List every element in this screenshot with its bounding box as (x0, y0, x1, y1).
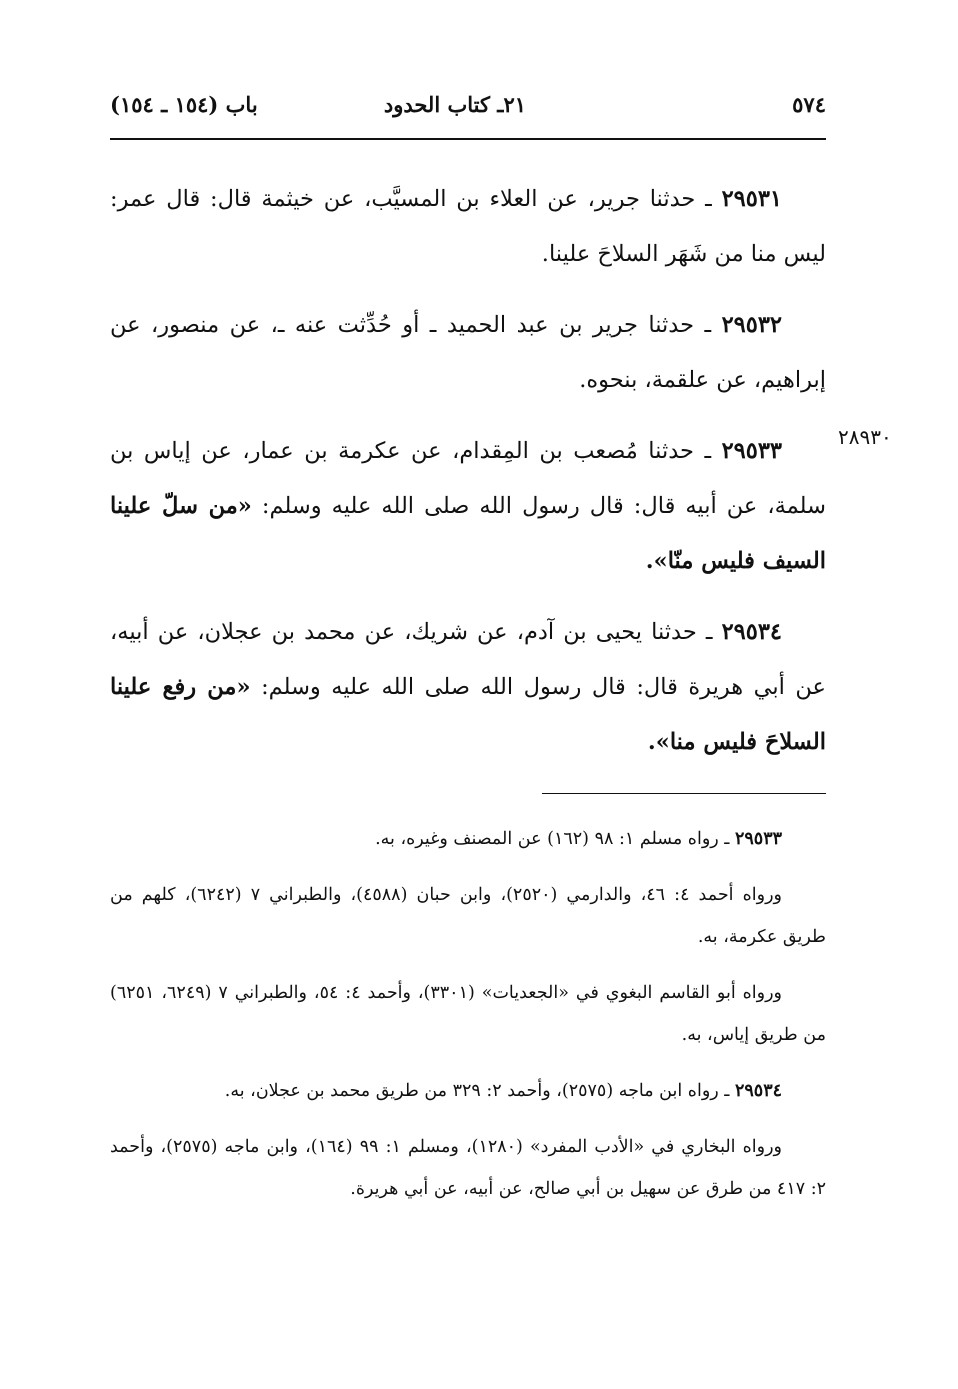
footnote-text: ورواه البخاري في «الأدب المفرد» (١٢٨٠)، ومسلم ١: ٩٩ (١٦٤)، وابن ماجه (٢٥٧٥)، وأحمد ٢: ٤١٧ من طرق عن سهيل بن أبي صالح، عن أبيه، عن أبي هريرة. (110, 1137, 826, 1199)
entry-number: ٢٩٥٣٣ (721, 438, 782, 464)
footnote-number: ٢٩٥٣٤ (735, 1081, 782, 1101)
footnote-text: ـ رواه ابن ماجه (٢٥٧٥)، وأحمد ٢: ٣٢٩ من طريق محمد بن عجلان، به. (224, 1081, 735, 1101)
margin-cross-reference: ٢٨٩٣٠ (838, 425, 892, 449)
main-text (110, 172, 826, 786)
entry-number: ٢٩٥٣٢ (721, 312, 782, 338)
footnote (110, 818, 826, 860)
running-header (110, 92, 826, 136)
footnote (110, 874, 826, 958)
footnote-divider (542, 793, 826, 794)
hadith-quote: «من سلّ علينا السيف فليس منّا». (110, 493, 826, 574)
footnote (110, 972, 826, 1056)
header-divider (110, 138, 826, 140)
entry-text: ـ حدثنا جرير، عن العلاء بن المسيَّب، عن خيثمة قال: قال عمر: ليس منا من شَهَر السلاحَ علينا. (110, 186, 826, 267)
entry-text: ـ حدثنا يحيى بن آدم، عن شريك، عن محمد بن عجلان، عن أبيه، عن أبي هريرة قال: قال رسول الله صلى الله عليه وسلم: (110, 619, 826, 700)
hadith-entry (110, 424, 826, 589)
footnote-text: ورواه أبو القاسم البغوي في «الجعديات» (٣٣٠١)، وأحمد ٤: ٥٤، والطبراني ٧ (٦٢٤٩، ٦٢٥١) من طريق إياس، به. (110, 983, 826, 1045)
footnote (110, 1070, 826, 1112)
footnote-number: ٢٩٥٣٣ (735, 829, 782, 849)
book-title: ٢١ـ كتاب الحدود (383, 92, 526, 117)
hadith-quote: «من رفع علينا السلاحَ فليس منا». (110, 674, 826, 755)
page-number: ٥٧٤ (792, 92, 826, 117)
footnotes (110, 818, 826, 1224)
hadith-entry (110, 298, 826, 408)
footnote-text: ـ رواه مسلم ١: ٩٨ (١٦٢) عن المصنف وغيره، به. (375, 829, 735, 849)
entry-text: ـ حدثنا مُصعب بن المِقدام، عن عكرمة بن عمار، عن إياس بن سلمة، عن أبيه قال: قال رسول الله صلى الله عليه وسلم: (110, 438, 826, 519)
entry-number: ٢٩٥٣٤ (721, 619, 782, 645)
footnote (110, 1126, 826, 1210)
entry-number: ٢٩٥٣١ (721, 186, 782, 212)
entry-text: ـ حدثنا جرير بن عبد الحميد ـ أو حُدِّثت عنه ـ، عن منصور، عن إبراهيم، عن علقمة، بنحوه. (110, 312, 826, 393)
footnote-text: ورواه أحمد ٤: ٤٦، والدارمي (٢٥٢٠)، وابن حبان (٤٥٨٨)، والطبراني ٧ (٦٢٤٢)، كلهم من طريق عكرمة، به. (110, 885, 826, 947)
chapter-reference: باب (١٥٤ ـ ١٥٤) (110, 92, 258, 117)
hadith-entry (110, 172, 826, 282)
hadith-entry (110, 605, 826, 770)
